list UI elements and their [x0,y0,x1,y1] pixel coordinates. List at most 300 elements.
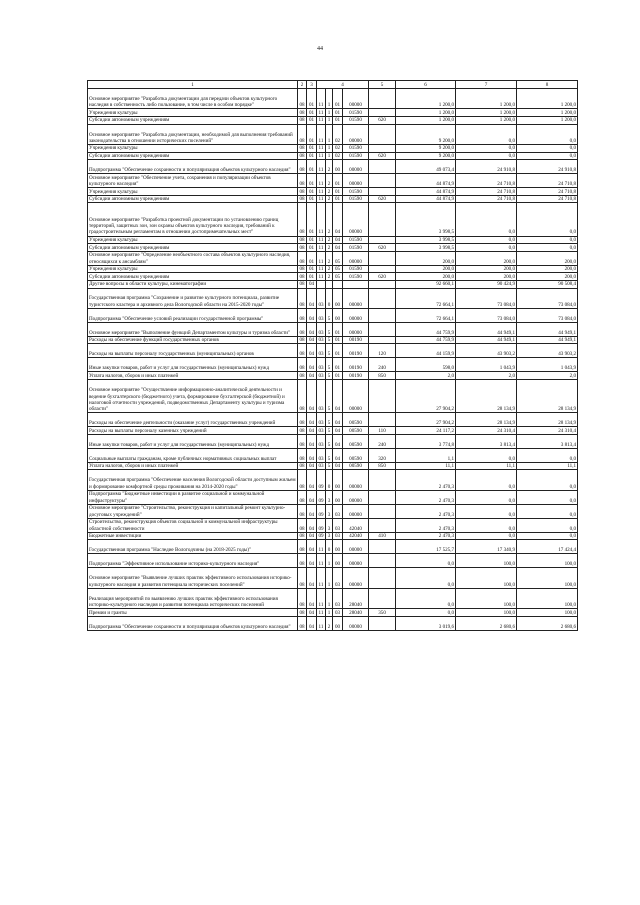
expense-type-cell [369,265,396,273]
program-code-cell: 03 [317,448,326,462]
section-code-cell: 08 [299,609,305,616]
amount-2018-cell: 2 470,3 [396,490,456,504]
amount-2019-cell: 0,0 [456,144,517,152]
direction-code-cell: 01590 [343,144,369,152]
table-row [88,203,578,236]
subprogram-code-cell: 5 [326,344,333,358]
event-code-cell: 04 [333,203,343,236]
section-code-cell: 08 [298,540,307,554]
subprogram-code-cell: 0 [326,470,333,490]
table-row [88,188,578,196]
subprogram-code-cell: 2 [326,160,333,174]
direction-code-cell: 01590 [343,273,369,281]
subprogram-code-cell: 5 [326,372,333,380]
event-code-cell: 01 [333,195,343,203]
amount-2019-cell: 0,0 [456,504,517,518]
subprogram-code-cell: 3 [326,490,333,504]
program-code-cell: 03 [317,413,326,427]
amount-2018-cell: 2 470,3 [396,470,456,490]
program-code-cell: 11 [317,89,326,109]
amount-2019-cell: 24 910,8 [456,160,517,174]
section-code-cell: 08 [299,273,305,280]
subsection-code-cell: 04 [307,518,317,532]
table-row [88,144,578,152]
expense-type-cell: 620 [369,244,396,252]
amount-2019-cell: 0,0 [456,244,517,252]
row-name-cell: Основное мероприятие "Обеспечение учета, сохранения и популяризации объектов культурного наследия" [88,174,298,188]
page-number: 44 [317,46,323,52]
subprogram-code-cell: 1 [326,116,333,124]
amount-2020-cell: 24 710,8 [517,188,578,196]
amount-2018-cell: 24 117,2 [396,427,456,435]
program-code-cell: 11 [317,109,326,117]
subsection-code-cell: 04 [307,504,317,518]
event-code-cell: 04 [333,244,343,252]
amount-2020-cell: 28 134,9 [517,413,578,427]
subsection-code-cell: 01 [307,109,317,117]
program-code-cell: 11 [317,174,326,188]
amount-2019-cell: 24 710,8 [456,195,517,203]
table-row [88,358,578,372]
row-name-cell: Субсидии автономным учреждениям [88,195,298,203]
row-name-cell: Иные закупки товаров, работ и услуг для государственных (муниципальных) нужд [88,434,298,448]
table-row [88,236,578,244]
amount-2020-cell: 200,0 [517,265,578,273]
amount-2018-cell: 2,0 [396,372,456,380]
program-code-cell: 03 [318,463,324,470]
direction-code-cell: 00190 [343,344,369,358]
subprogram-code-cell: 0 [326,540,333,554]
row-name-cell: Учреждения культуры [88,188,298,196]
subprogram-code-cell: 2 [326,265,333,273]
expense-type-cell [369,188,396,196]
table-row [88,322,578,336]
program-code-cell: 03 [317,322,326,336]
amount-2019-cell: 0,0 [456,490,517,504]
expense-type-cell [369,280,396,288]
event-code-cell: 01 [333,109,343,117]
event-code-cell: 00 [333,554,343,568]
subsection-code-cell: 04 [307,358,317,372]
program-code-cell: 11 [317,236,326,244]
row-name-cell: Государственная программа "Наследие Вологодчины (на 2018-2025 годы)" [88,540,298,554]
subprogram-code-cell: 5 [326,380,333,413]
table-row [88,470,578,490]
table-row [88,413,578,427]
direction-code-cell: 00190 [343,336,369,344]
table-row [88,532,578,540]
amount-2018-cell: 3 774,8 [396,434,456,448]
amount-2019-cell: 100,0 [456,588,517,608]
amount-2019-cell: 2 680,6 [456,616,517,630]
direction-code-cell: 00000 [343,470,369,490]
amount-2020-cell: 3 813,4 [517,434,578,448]
expense-type-cell: 850 [369,372,396,380]
amount-2019-cell: 100,0 [456,568,517,588]
section-code-cell: 08 [298,288,307,308]
direction-code-cell: 00190 [343,372,369,380]
amount-2020-cell: 73 084,0 [517,288,578,308]
amount-2020-cell: 0,0 [517,203,578,236]
program-code-cell: 11 [317,540,326,554]
amount-2019-cell: 43 903,2 [456,344,517,358]
direction-code-cell: 00590 [343,427,369,435]
direction-code-cell: 01590 [343,236,369,244]
amount-2020-cell: 90 508,4 [517,280,578,288]
table-row [88,616,578,630]
amount-2018-cell: 3 998,5 [396,236,456,244]
row-name-cell: Подпрограмма "Бюджетные инвестиции в развитие социальной и коммунальной инфраструктуры" [88,490,298,504]
amount-2018-cell: 27 904,2 [396,380,456,413]
amount-2020-cell: 17 424,4 [517,540,578,554]
subprogram-code-cell: 5 [326,413,333,427]
subsection-code-cell: 04 [307,380,317,413]
expense-type-cell [369,124,396,144]
row-name-cell: Основное мероприятие "Разработка документации для передачи объектов культурного наследия в собственность либо пользование, в том числе в особом порядке" [88,89,298,109]
program-code-cell: 11 [317,144,326,152]
direction-code-cell: 00000 [343,322,369,336]
amount-2018-cell: 44 159,9 [396,344,456,358]
amount-2020-cell: 0,0 [517,448,578,462]
section-code-cell: 08 [298,174,307,188]
amount-2019-cell: 3 813,4 [456,434,517,448]
row-name-cell: Основное мероприятие "Осуществление информационно-аналитической деятельности и ведение бухгалтерского (бюджетного) учета, формирование бухгалтерской (бюджетной) и налоговой отчетности учреждений, подведомственных Департаменту культуры и туризма области" [88,380,298,413]
subsection-code-cell: 01 [307,244,317,252]
program-code-cell: 03 [318,427,324,434]
section-code-cell: 08 [298,616,307,630]
amount-2019-cell: 0,0 [456,470,517,490]
subsection-code-cell: 01 [307,160,317,174]
expense-type-cell [369,251,396,265]
section-code-cell: 08 [298,358,307,372]
row-name-cell: Основное мероприятие "Выявление лучших практик эффективного использования историко-культурного наследия и развития потенциала исторических поселений" [88,568,298,588]
direction-code-cell: 01590 [343,152,369,160]
amount-2018-cell: 11,1 [396,462,456,470]
row-name-cell: Расходы на обеспечение функций государственных органов [88,336,298,344]
amount-2018-cell: 49 073,4 [396,160,456,174]
event-code-cell: 05 [333,251,343,265]
amount-2018-cell: 44 759,9 [396,336,456,344]
expense-type-cell [369,174,396,188]
table-row [88,116,578,124]
amount-2018-cell: 0,0 [396,588,456,608]
direction-code-cell: 00190 [343,358,369,372]
section-code-cell: 08 [298,518,307,532]
direction-code-cell: 01590 [343,244,369,252]
direction-code-cell: 00000 [343,380,369,413]
subprogram-code-cell: 2 [326,251,333,265]
subprogram-code-cell: 1 [326,588,333,608]
event-code-cell: 01 [333,188,343,196]
amount-2020-cell: 0,0 [517,236,578,244]
expense-type-cell: 620 [369,116,396,124]
row-name-cell: Реализация мероприятий по выявлению лучших практик эффективного использования историко-культурного наследия и развития потенциала исторических поселений [88,588,298,608]
section-code-cell: 08 [299,463,305,470]
event-code-cell: 01 [333,358,343,372]
event-code-cell: 00 [333,490,343,504]
row-name-cell: Основное мероприятие "Разработка документации, необходимой для выполнения требований законодательства в отношении исторических поселений" [88,124,298,144]
amount-2018-cell: 92 660,1 [396,280,456,288]
subsection-code-cell: 01 [307,265,317,273]
amount-2018-cell: 0,0 [396,568,456,588]
section-code-cell: 08 [298,160,307,174]
event-code-cell: 01 [333,89,343,109]
row-name-cell: Подпрограмма "Обеспечение сохранности и популяризация объектов культурного наследия" [88,616,298,630]
event-code-cell: 01 [333,372,343,380]
amount-2020-cell: 0,0 [517,124,578,144]
section-code-cell: 08 [299,244,305,251]
amount-2020-cell: 44 949,1 [517,322,578,336]
event-code-cell: 02 [333,152,343,160]
expense-type-cell [369,490,396,504]
subsection-code-cell: 04 [307,554,317,568]
amount-2020-cell: 0,0 [517,244,578,252]
direction-code-cell: 00000 [343,504,369,518]
header-cell: 6 [396,81,456,89]
table-row [88,251,578,265]
row-name-cell: Учреждения культуры [88,144,298,152]
subprogram-code-cell: 5 [326,427,333,435]
subsection-code-cell: 01 [307,124,317,144]
subprogram-code-cell: 3 [326,532,333,540]
subprogram-code-cell: 5 [326,308,333,322]
row-name-cell: Строительство, реконструкция объектов социальной и коммунальной инфраструктуры областной собственности [88,518,298,532]
section-code-cell: 08 [299,337,305,344]
event-code-cell: 00 [333,160,343,174]
direction-code-cell: 00000 [343,160,369,174]
table-row [88,448,578,462]
amount-2019-cell: 24 310,4 [456,427,517,435]
subprogram-code-cell: 3 [326,518,333,532]
subprogram-code-cell: 5 [326,462,333,470]
expense-type-cell [369,336,396,344]
direction-code-cell: 42040 [343,518,369,532]
expense-type-cell [369,89,396,109]
subsection-code-cell: 04 [307,413,317,427]
amount-2020-cell: 24 310,4 [517,427,578,435]
event-code-cell: 00 [333,616,343,630]
direction-code-cell: 00590 [343,448,369,462]
expense-type-cell: 410 [369,532,396,540]
table-row [88,540,578,554]
event-code-cell: 02 [333,144,343,152]
subprogram-code-cell: 1 [326,609,333,617]
table-row [88,336,578,344]
table-row [88,588,578,608]
subsection-code-cell: 04 [307,448,317,462]
event-code-cell: 04 [333,434,343,448]
expense-type-cell [369,308,396,322]
row-name-cell: Уплата налогов, сборов и иных платежей [88,372,298,380]
program-code-cell: 11 [317,195,326,203]
subprogram-code-cell: 2 [326,195,333,203]
subsection-code-cell: 04 [307,490,317,504]
amount-2020-cell: 28 134,9 [517,380,578,413]
direction-code-cell: 00000 [343,124,369,144]
subsection-code-cell: 01 [307,236,317,244]
direction-code-cell: 00000 [343,616,369,630]
row-name-cell: Расходы на обеспечение деятельности (оказание услуг) государственных учреждений [88,413,298,427]
subprogram-code-cell: 2 [326,188,333,196]
table-row [88,462,578,470]
direction-code-cell: 01590 [343,265,369,273]
section-code-cell: 08 [298,322,307,336]
amount-2019-cell: 100,0 [456,609,517,617]
header-cell: 1 [88,81,298,89]
amount-2019-cell: 24 710,8 [456,174,517,188]
amount-2020-cell: 0,0 [517,152,578,160]
expense-type-cell [369,540,396,554]
header-cell: 8 [517,81,578,89]
event-code-cell: 03 [333,568,343,588]
event-code-cell: 04 [333,427,343,435]
amount-2020-cell: 24 710,8 [517,195,578,203]
amount-2019-cell: 1 043,9 [456,358,517,372]
subprogram-code-cell: 2 [326,236,333,244]
amount-2020-cell: 100,0 [517,609,578,617]
subprogram-code-cell: 1 [326,554,333,568]
program-code-cell: 11 [317,124,326,144]
amount-2018-cell: 72 664,1 [396,308,456,322]
program-code-cell: 11 [317,273,326,281]
direction-code-cell: 00000 [343,203,369,236]
section-code-cell: 08 [299,152,305,159]
subsection-code-cell: 04 [307,609,317,617]
program-code-cell: 03 [317,358,326,372]
row-name-cell: Основное мероприятие "Разработка проектной документации по установлению границ территорий, защитных зон, зон охраны объектов культурного наследия, требований к градостроительным регламентам в отношении достопримечательных мест" [88,203,298,236]
direction-code-cell: 00000 [343,554,369,568]
subprogram-code-cell: 1 [326,152,333,160]
table-header-row [88,81,578,89]
program-code-cell: 03 [317,344,326,358]
row-name-cell: Основное мероприятие "Выполнение функций Департаментом культуры и туризма области" [88,322,298,336]
expense-type-cell [369,504,396,518]
amount-2018-cell: 9 200,0 [396,152,456,160]
subprogram-code-cell: 1 [326,89,333,109]
row-name-cell: Премии и гранты [88,609,298,617]
expense-type-cell [369,160,396,174]
amount-2019-cell: 0,0 [456,448,517,462]
subprogram-code-cell: 1 [326,109,333,117]
row-name-cell: Государственная программа "Сохранение и развитие культурного потенциала, развитие туристского кластера и архивного дела Вологодской области на 2015-2020 годы" [88,288,298,308]
header-cell: 3 [307,81,317,89]
program-code-cell: 09 [317,518,326,532]
expense-type-cell: 350 [369,609,396,617]
amount-2020-cell: 0,0 [517,504,578,518]
direction-code-cell [343,280,369,288]
amount-2020-cell: 0,0 [517,490,578,504]
row-name-cell: Субсидии автономным учреждениям [88,244,298,252]
amount-2019-cell: 0,0 [456,236,517,244]
program-code-cell: 03 [317,380,326,413]
program-code-cell: 09 [318,533,324,540]
amount-2018-cell: 2 470,3 [396,518,456,532]
table-row [88,518,578,532]
program-code-cell [317,280,326,288]
amount-2018-cell: 9 200,0 [396,124,456,144]
table-row [88,265,578,273]
event-code-cell: 02 [333,124,343,144]
event-code-cell: 04 [333,236,343,244]
expense-type-cell: 620 [369,152,396,160]
section-code-cell: 08 [298,568,307,588]
amount-2018-cell: 1 200,0 [396,109,456,117]
row-name-cell: Государственная программа "Обеспечение населения Вологодской области доступным жильем и формирование комфортной среды проживания на 2014-2020 годы" [88,470,298,490]
amount-2018-cell: 3 998,5 [396,203,456,236]
event-code-cell: 03 [333,609,343,617]
program-code-cell: 11 [317,588,326,608]
expense-type-cell [369,588,396,608]
table-row [88,273,578,281]
direction-code-cell: 28040 [343,609,369,617]
amount-2019-cell: 0,0 [456,518,517,532]
event-code-cell [333,280,343,288]
event-code-cell: 03 [333,518,343,532]
expense-type-cell [369,554,396,568]
subsection-code-cell: 01 [307,89,317,109]
amount-2020-cell: 73 084,0 [517,308,578,322]
table-row [88,609,578,617]
row-name-cell: Субсидии автономным учреждениям [88,273,298,281]
program-code-cell: 11 [317,251,326,265]
subprogram-code-cell: 1 [326,568,333,588]
table-row [88,288,578,308]
subsection-code-cell: 04 [307,568,317,588]
subsection-code-cell: 04 [307,322,317,336]
amount-2020-cell: 2,0 [517,372,578,380]
section-code-cell: 08 [299,109,305,116]
expense-type-cell: 240 [369,358,396,372]
amount-2020-cell: 44 949,1 [517,336,578,344]
amount-2020-cell: 0,0 [517,518,578,532]
amount-2019-cell: 44 949,1 [456,322,517,336]
expense-type-cell: 110 [369,427,396,435]
direction-code-cell: 01590 [343,195,369,203]
amount-2019-cell: 200,0 [456,251,517,265]
section-code-cell: 08 [298,203,307,236]
subsection-code-cell: 01 [307,273,317,281]
direction-code-cell: 00000 [343,568,369,588]
subprogram-code-cell: 5 [326,336,333,344]
amount-2019-cell: 2,0 [456,372,517,380]
table-row [88,568,578,588]
amount-2020-cell: 11,1 [517,462,578,470]
table-row [88,160,578,174]
expense-type-cell [369,203,396,236]
amount-2018-cell: 3 019,6 [396,616,456,630]
subsection-code-cell: 01 [307,195,317,203]
row-name-cell: Субсидии автономным учреждениям [88,116,298,124]
table-row [88,427,578,435]
row-name-cell: Основное мероприятие "Строительство, реконструкция и капитальный ремонт культурно-досуговых учреждений" [88,504,298,518]
section-code-cell: 08 [299,196,305,203]
row-name-cell: Учреждения культуры [88,265,298,273]
direction-code-cell: 42040 [343,532,369,540]
event-code-cell: 00 [333,288,343,308]
table-row [88,554,578,568]
amount-2019-cell: 0,0 [456,532,517,540]
subprogram-code-cell: 2 [326,203,333,236]
amount-2018-cell: 1 200,0 [396,89,456,109]
amount-2020-cell: 100,0 [517,588,578,608]
amount-2019-cell: 200,0 [456,265,517,273]
amount-2019-cell: 44 949,1 [456,336,517,344]
amount-2020-cell: 1 200,0 [517,89,578,109]
section-code-cell: 08 [298,344,307,358]
row-name-cell: Учреждения культуры [88,109,298,117]
subsection-code-cell: 04 [307,616,317,630]
amount-2020-cell: 2 680,6 [517,616,578,630]
